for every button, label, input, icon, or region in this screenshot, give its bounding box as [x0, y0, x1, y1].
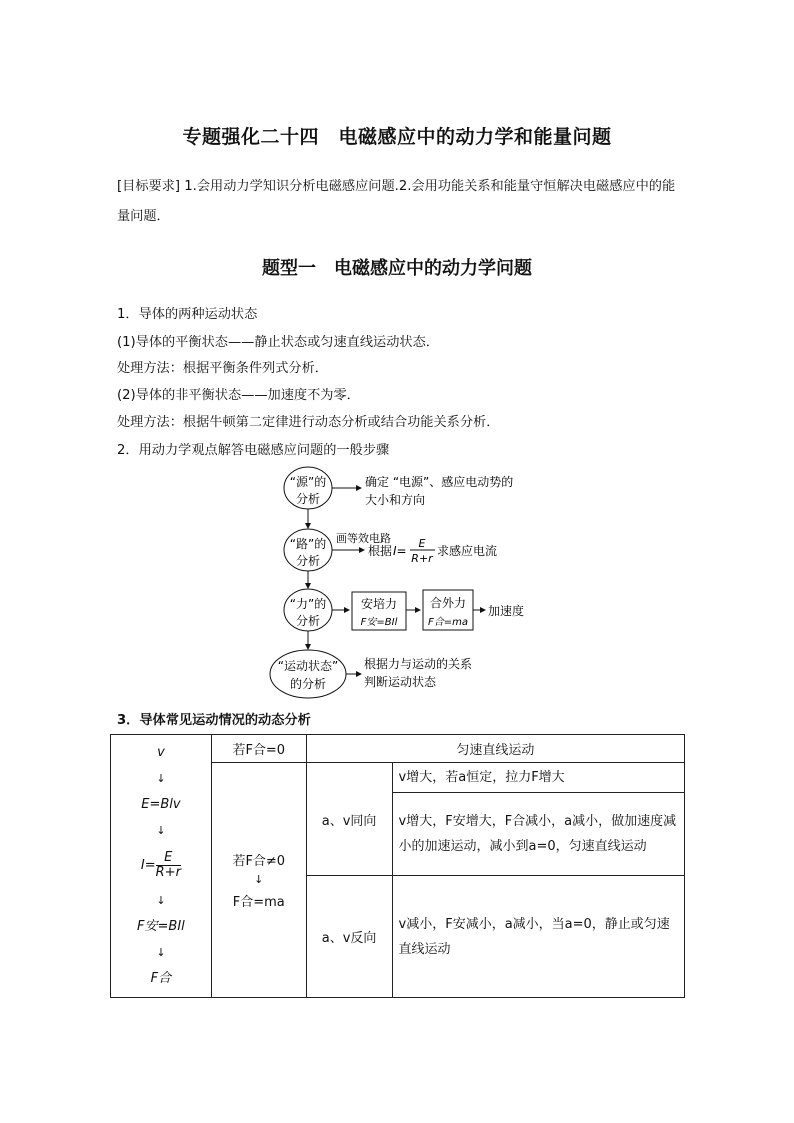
analysis-table	[110, 734, 685, 998]
chain-v: v	[157, 745, 165, 760]
chain-current	[111, 844, 211, 888]
flow-node-motion-l2: 的分析	[289, 677, 327, 691]
chain-current-label: I=	[140, 858, 156, 873]
chain-current-frac	[156, 851, 181, 880]
opposite-direction-case: v减小，F安减小，a减小，当a=0，静止或匀速直线运动	[392, 876, 684, 998]
flow-result-2-num: E	[418, 537, 426, 550]
goal-text: 1.会用动力学知识分析电磁感应问题.2.会用功能关系和能量守恒解决电磁感应中的能量问题．	[117, 179, 676, 224]
same-direction-label: a、v同向	[306, 763, 392, 876]
flow-node-circuit-l1: “路”的	[289, 537, 327, 551]
flow-result-1a: 确定 “电源”、感应电动势的	[365, 475, 514, 489]
flow-box-ampere-bot: F安=BIl	[360, 617, 398, 628]
flow-node-motion-l1: “运动状态”	[277, 659, 339, 673]
para-5: 处理方法：根据牛顿第二定律进行动态分析或结合功能关系分析．	[117, 415, 500, 430]
opposite-direction-label: a、v反向	[306, 876, 392, 998]
chain-ampere: F安=BIl	[137, 919, 185, 934]
row1-result: 匀速直线运动	[306, 735, 684, 763]
flow-arrow-label-2: 画等效电路	[336, 532, 391, 545]
para-3: 处理方法：根据平衡条件列式分析．	[117, 361, 328, 376]
chain-arrow: ↓	[156, 772, 166, 785]
section-title: 题型一 电磁感应中的动力学问题	[262, 258, 532, 279]
flow-box-net-bot: F合=ma	[428, 617, 468, 628]
para-6: 2．用动力学观点解答电磁感应问题的一般步骤	[117, 443, 390, 458]
para-2: (1)导体的平衡状态——静止状态或匀速直线运动状态．	[117, 335, 439, 350]
flowchart	[260, 462, 550, 702]
flow-result-4a: 根据力与运动的关系	[364, 657, 473, 671]
flow-node-source-l1: “源”的	[289, 475, 327, 489]
para-1: 1．导体的两种运动状态	[117, 307, 258, 322]
flow-node-circuit-l2: 分析	[295, 554, 321, 568]
flow-result-2-I: I=	[393, 544, 407, 558]
same-direction-case-1: v增大，若a恒定，拉力F增大	[392, 763, 684, 793]
chain-arrow: ↓	[156, 824, 166, 837]
flow-result-3: 加速度	[488, 604, 525, 618]
row2-cond-arrow: ↓	[254, 873, 264, 886]
chain-arrow: ↓	[156, 946, 166, 959]
chain-net: F合	[150, 971, 172, 986]
chain-current-den: R+r	[155, 865, 181, 880]
row2-cond-a: 若F合≠0	[232, 854, 286, 869]
row2-cond-b: F合=ma	[232, 895, 285, 910]
flow-node-force-l2: 分析	[295, 614, 321, 628]
goal-paragraph	[117, 172, 687, 232]
flow-box-net-top: 合外力	[429, 596, 467, 610]
flow-result-2a: 根据	[368, 544, 393, 558]
chain-emf: E=Blv	[141, 797, 181, 812]
flow-node-force-l1: “力”的	[289, 597, 327, 611]
row1-condition: 若F合=0	[211, 735, 306, 763]
goal-tag: [目标要求]	[117, 179, 181, 194]
same-direction-case-2: v增大，F安增大，F合减小，a减小，做加速度减小的加速运动，减小到a=0，匀速直线运动	[392, 793, 684, 876]
para-7: 3．导体常见运动情况的动态分析	[117, 713, 311, 728]
flow-node-source-l2: 分析	[295, 492, 321, 506]
flow-result-4b: 判断运动状态	[364, 675, 437, 689]
chain-arrow: ↓	[156, 894, 166, 907]
page-title: 专题强化二十四 电磁感应中的动力学和能量问题	[182, 126, 612, 148]
para-4: (2)导体的非平衡状态——加速度不为零．	[117, 388, 360, 403]
flow-result-2-den: R+r	[411, 552, 433, 565]
flow-result-1b: 大小和方向	[365, 493, 426, 507]
chain-cell	[111, 735, 212, 998]
flow-result-2b: 求感应电流	[437, 544, 498, 558]
flow-box-ampere-top: 安培力	[360, 597, 398, 611]
row2-condition	[211, 763, 306, 998]
chain-current-num: E	[156, 851, 181, 866]
